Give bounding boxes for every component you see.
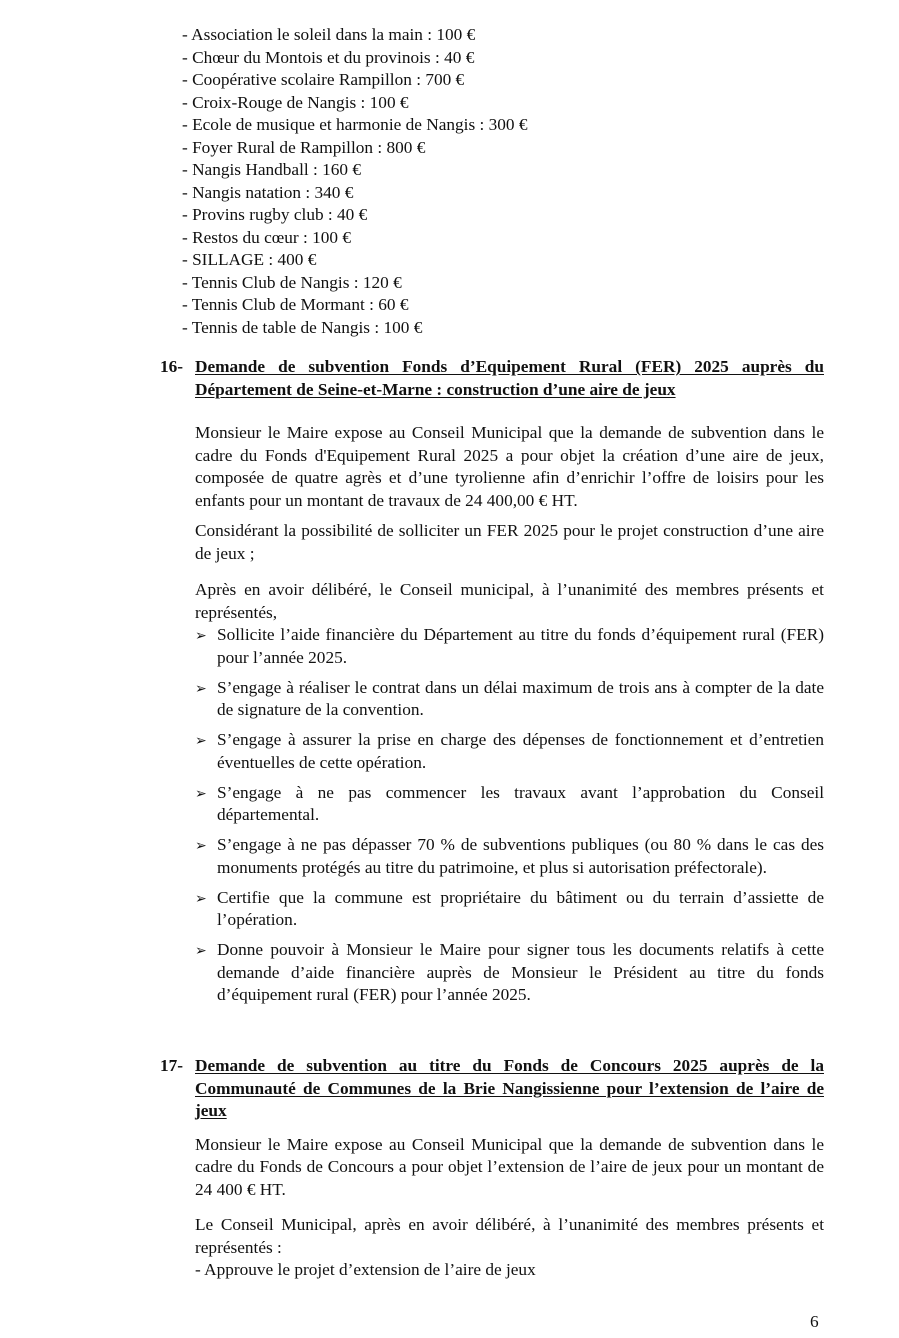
section-16-bullet-text: Certifie que la commune est propriétaire du bâtiment ou du terrain d’assiette de l’opération. (217, 887, 824, 929)
section-16-paragraph-2: Considérant la possibilité de solliciter un FER 2025 pour le projet construction d’une aire de jeux ; (195, 521, 824, 563)
donation-item: - Croix-Rouge de Nangis : 100 € (182, 92, 409, 112)
donation-item: - Provins rugby club : 40 € (182, 205, 368, 224)
section-16-heading (160, 356, 824, 401)
arrowhead-icon: ➢ (195, 733, 207, 749)
section-17-paragraph-2: Le Conseil Municipal, après en avoir délibéré, à l’unanimité des membres présents et représentés : (195, 1215, 824, 1257)
section-17-title: Demande de subvention au titre du Fonds de Concours 2025 auprès de la Communauté de Communes de la Brie Nangissienne pour l’extension de l’aire de jeux (195, 1056, 824, 1120)
donation-item: - Ecole de musique et harmonie de Nangis : 300 € (182, 115, 528, 134)
arrowhead-icon: ➢ (195, 890, 207, 907)
arrowhead-icon: ➢ (195, 785, 207, 802)
donation-list (182, 24, 528, 339)
section-16-paragraph-1: Monsieur le Maire expose au Conseil Municipal que la demande de subvention dans le cadre du Fonds d'Equipement Rural 2025 a pour objet la création d’une aire de jeux, composée de quatre agrès et d’une tyrolienne afin d’enrichir l’offre de loisirs pour les enfants pour un montant de travaux de 24 400,00 € HT. (195, 423, 824, 510)
section-16-bullet-text: Donne pouvoir à Monsieur le Maire pour signer tous les documents relatifs à cette demande d’aide financière auprès de Monsieur le Président au titre du fonds d’équipement rural (FER) pour l’année 2025. (217, 940, 824, 1004)
page-number: 6 (810, 1312, 819, 1331)
section-17-paragraph-1: Monsieur le Maire expose au Conseil Municipal que la demande de subvention dans le cadre du Fonds de Concours a pour objet l’extension de l’aire de jeux pour un montant de 24 400 € HT. (195, 1134, 824, 1199)
donation-item: - Foyer Rural de Rampillon : 800 € (182, 137, 426, 157)
section-16-bullet-item (195, 677, 824, 722)
section-16-bullet-text: S’engage à assurer la prise en charge des dépenses de fonctionnement et d’entretien éventuelles de cette opération. (217, 730, 824, 772)
section-16 (160, 356, 824, 1014)
section-16-bullet-item (195, 887, 824, 932)
section-16-bullet-text: S’engage à ne pas dépasser 70 % de subventions publiques (ou 80 % dans le cas des monuments protégés au titre du patrimoine, et plus si autorisation préfectorale). (217, 835, 824, 877)
donation-item: - Nangis Handball : 160 € (182, 160, 362, 179)
donation-item: - Association le soleil dans la main : 100 € (182, 25, 476, 44)
section-17-line: - Approuve le projet d’extension de l’aire de jeux (195, 1260, 536, 1279)
donation-item: - Nangis natation : 340 € (182, 182, 354, 202)
section-16-bullet-text: S’engage à ne pas commencer les travaux avant l’approbation du Conseil départemental. (217, 782, 824, 824)
section-16-bullet-list (195, 624, 824, 1007)
section-17-number: 17- (160, 1056, 184, 1075)
section-16-bullet-item (195, 939, 824, 1007)
section-16-bullet-item (195, 782, 824, 827)
section-16-number: 16- (160, 357, 184, 376)
arrowhead-icon: ➢ (195, 838, 207, 854)
section-16-bullet-text: S’engage à réaliser le contrat dans un délai maximum de trois ans à compter de la date de signature de la convention. (217, 677, 824, 719)
section-16-bullet-item (195, 834, 824, 879)
section-16-paragraph-3: Après en avoir délibéré, le Conseil municipal, à l’unanimité des membres présents et représentés, (195, 580, 824, 622)
arrowhead-icon: ➢ (195, 628, 207, 644)
donation-item: - Restos du cœur : 100 € (182, 227, 351, 247)
section-17 (160, 1055, 824, 1282)
arrowhead-icon: ➢ (195, 680, 207, 697)
donation-item: - Coopérative scolaire Rampillon : 700 € (182, 70, 465, 89)
arrowhead-icon: ➢ (195, 943, 207, 959)
donation-item: - Tennis Club de Nangis : 120 € (182, 272, 402, 292)
donation-item: - Tennis Club de Mormant : 60 € (182, 295, 409, 314)
section-16-bullet-text: Sollicite l’aide financière du Département au titre du fonds d’équipement rural (FER) pour l’année 2025. (217, 625, 824, 667)
donation-item: - SILLAGE : 400 € (182, 250, 317, 269)
section-17-heading (160, 1055, 824, 1123)
donation-item: - Tennis de table de Nangis : 100 € (182, 317, 423, 337)
section-16-title: Demande de subvention Fonds d’Equipement Rural (FER) 2025 auprès du Département de Seine-et-Marne : construction d’une aire de jeux (195, 357, 824, 399)
donation-item: - Chœur du Montois et du provinois : 40 € (182, 47, 475, 67)
section-16-bullet-item (195, 729, 824, 774)
section-16-bullet-item (195, 624, 824, 669)
